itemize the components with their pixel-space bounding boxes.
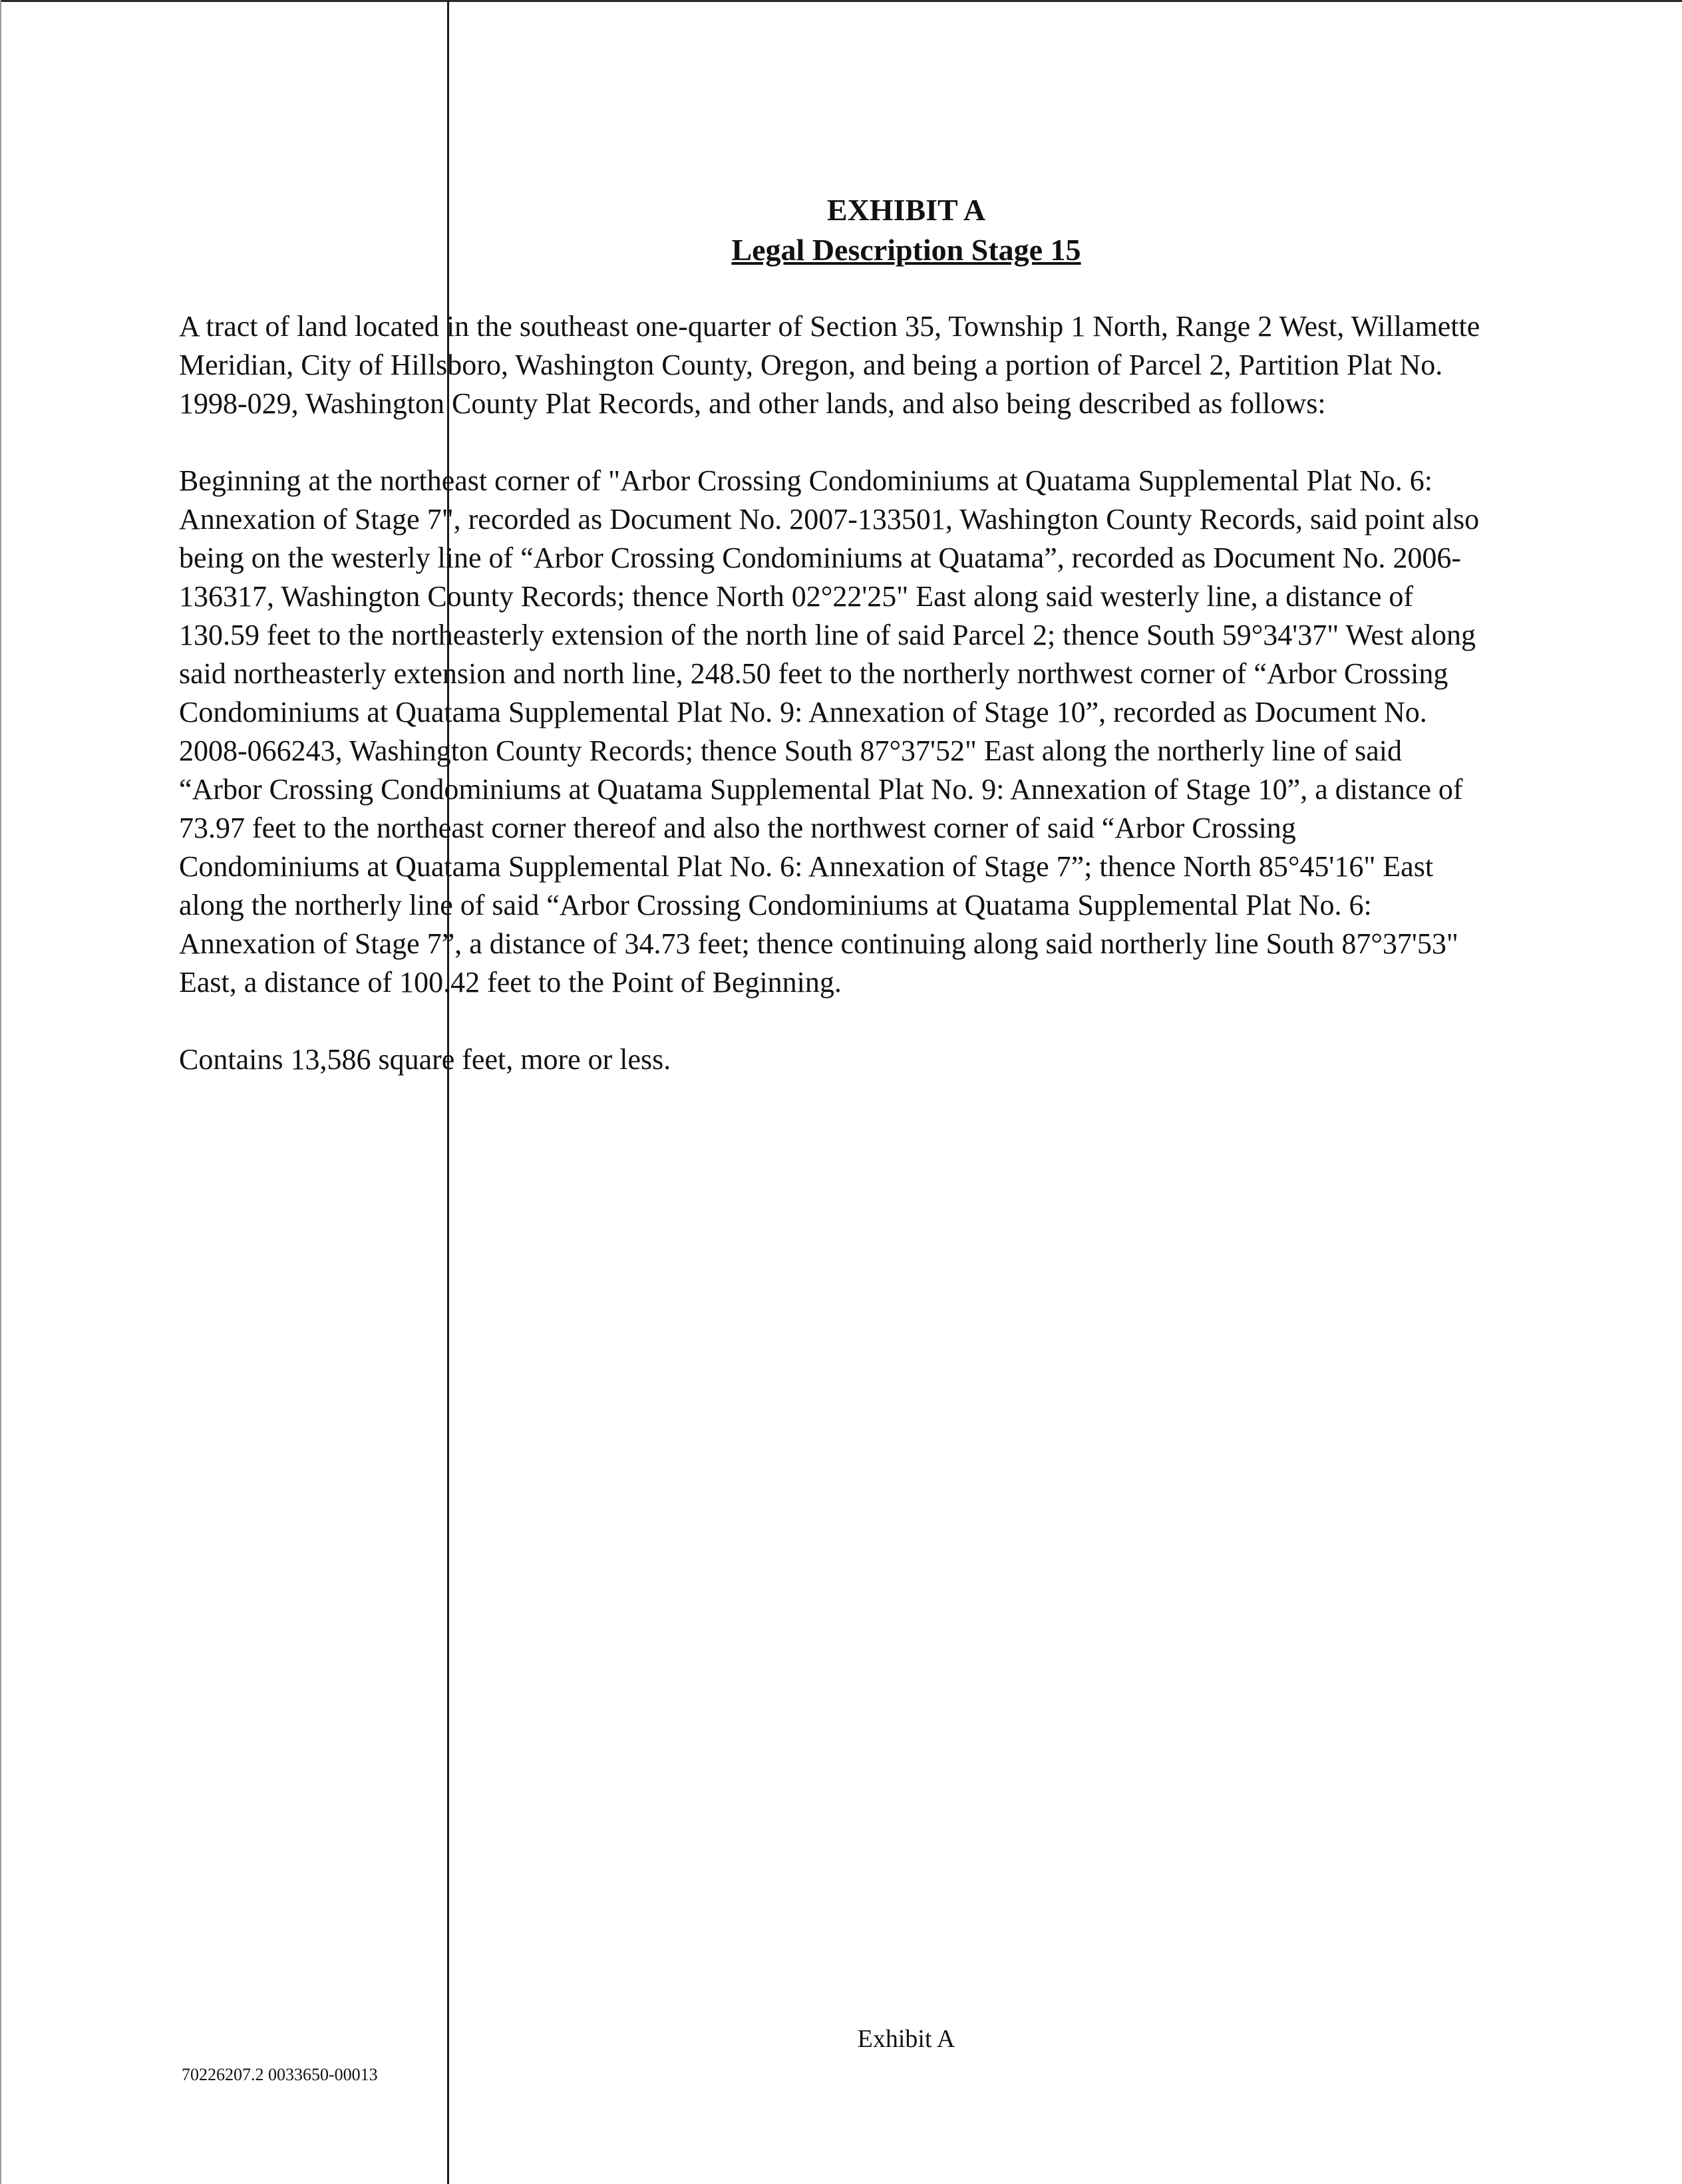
tract-paragraph: A tract of land located in the southeast one-quarter of Section 35, Township 1 North, Range 2 West, Willamette Meridian, City of Hillsboro, Washington County, Oregon, and being a portion of Parcel 2, Partition Plat No. 1998-029, Washington County Plat Records, and other lands, and also being described as follows: <box>179 310 1480 420</box>
footer-doc-number: 70226207.2 0033650-00013 <box>182 2065 378 2084</box>
exhibit-title: EXHIBIT A <box>826 193 986 227</box>
exhibit-subtitle: Legal Description Stage 15 <box>731 233 1081 267</box>
exhibit-header <box>0 190 1682 270</box>
bearings-paragraph: Beginning at the northeast corner of "Arbor Crossing Condominiums at Quatama Supplemental Plat No. 6: Annexation of Stage 7", recorded as Document No. 2007-133501, Washington County Records, said point also being on the westerly line of “Arbor Crossing Condominiums at Quatama”, recorded as Document No. 2006-136317, Washington County Records; thence North 02°22'25" East along said westerly line, a distance of 130.59 feet to the northeasterly extension of the north line of said Parcel 2; thence South 59°34'37" West along said northeasterly extension and north line, 248.50 feet to the northerly northwest corner of “Arbor Crossing Condominiums at Quatama Supplemental Plat No. 9: Annexation of Stage 10”, recorded as Document No. 2008-066243, Washington County Records; thence South 87°37'52" East along the northerly line of said “Arbor Crossing Condominiums at Quatama Supplemental Plat No. 9: Annexation of Stage 10”, a distance of 73.97 feet to the northeast corner thereof and also the northwest corner of said “Arbor Crossing Condominiums at Quatama Supplemental Plat No. 6: Annexation of Stage 7”; thence North 85°45'16" East along the northerly line of said “Arbor Crossing Condominiums at Quatama Supplemental Plat No. 6: Annexation of Stage 7”, a distance of 34.73 feet; thence continuing along said northerly line South 87°37'53" East, a distance of 100.42 feet to the Point of Beginning. <box>179 464 1480 999</box>
footer-page-label: Exhibit A <box>857 2025 955 2053</box>
area-paragraph: Contains 13,586 square feet, more or less. <box>179 1043 671 1076</box>
scan-left-edge <box>0 0 1 2184</box>
scan-top-edge <box>0 0 1682 2</box>
legal-description-body <box>179 307 1483 1118</box>
